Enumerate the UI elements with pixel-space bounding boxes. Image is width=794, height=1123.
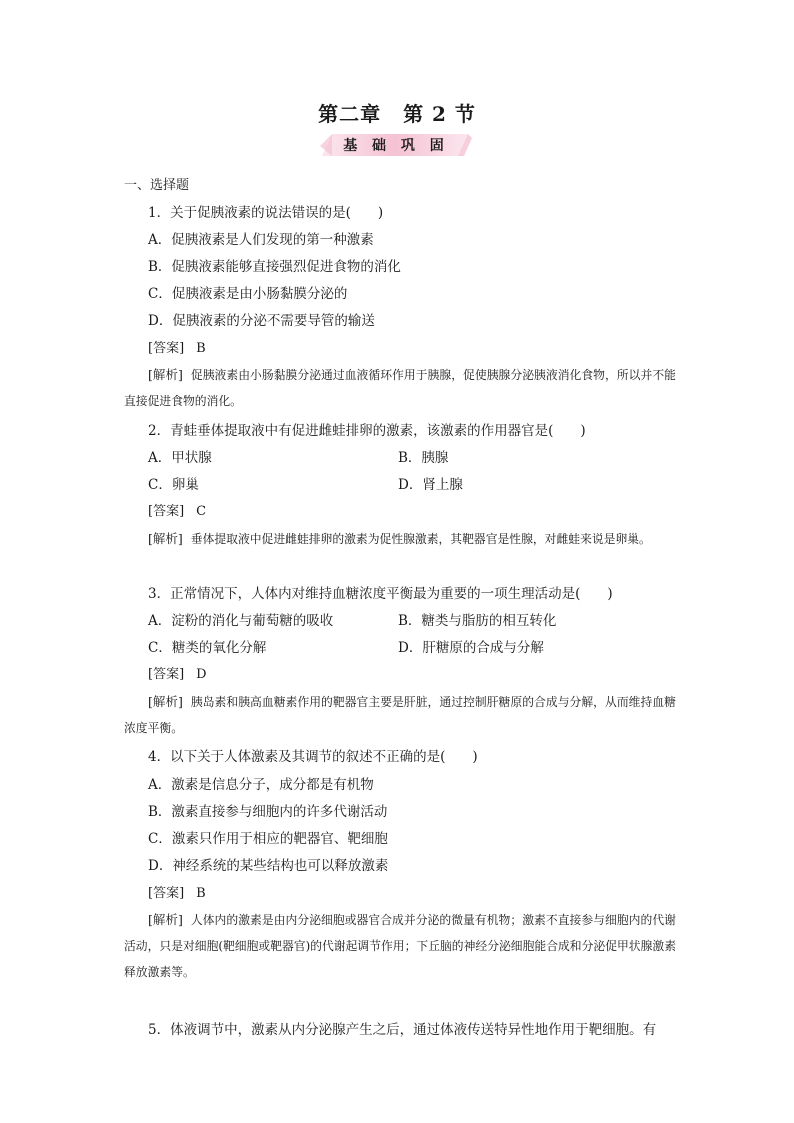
answer-value: B (196, 341, 206, 356)
banner-label: 基 础 巩 固 (343, 138, 449, 154)
option-d: D．肾上腺 (398, 477, 463, 493)
option-b: B．糖类与脂肪的相互转化 (398, 613, 557, 629)
answer-tag: [答案] (148, 504, 185, 519)
answer-value: C (196, 504, 207, 519)
explain-tag: [解析] (148, 531, 183, 546)
explain-tag: [解析] (148, 912, 183, 927)
answer-value: B (196, 886, 206, 901)
question-stem: 3．正常情况下，人体内对维持血糖浓度平衡最为重要的一项生理活动是( ) (148, 586, 613, 602)
option-a: A．淀粉的消化与葡萄糖的吸收 (148, 613, 334, 629)
explain-tag: [解析] (148, 367, 183, 382)
question-stem: 4．以下关于人体激素及其调节的叙述不正确的是( ) (148, 749, 478, 765)
answer-tag: [答案] (148, 341, 185, 356)
question-stem: 2．青蛙垂体提取液中有促进雌蛙排卵的激素，该激素的作用器官是( ) (148, 423, 586, 439)
explain-tag: [解析] (148, 694, 183, 709)
option-c: C．糖类的氧化分解 (148, 640, 267, 656)
explanation-text: 人体内的激素是由内分泌细胞或器官合成并分泌的微量有机物；激素不直接参与细胞内的代谢活动，只是对细胞(靶细胞或靶器官)的代谢起调节作用；下丘脑的神经分泌细胞能合成和分泌促甲状腺激素释放激素等。 (124, 913, 676, 979)
section-heading: 一、选择题 (124, 178, 190, 193)
explanation-text: 促胰液素由小肠黏膜分泌通过血液循环作用于胰腺，促使胰腺分泌胰液消化食物，所以并不能直接促进食物的消化。 (124, 368, 676, 408)
option-d: D．肝糖原的合成与分解 (398, 640, 544, 656)
answer-line (148, 339, 206, 359)
option-b: B．胰腺 (398, 450, 449, 466)
explanation-text: 胰岛素和胰高血糖素作用的靶器官主要是肝脏，通过控制肝糖原的合成与分解，从而维持血糖浓度平衡。 (124, 695, 676, 735)
option-d: D．神经系统的某些结构也可以释放激素 (148, 858, 389, 874)
explanation (124, 526, 676, 552)
option-d: D．促胰液素的分泌不需要导管的输送 (148, 313, 375, 329)
page-title (0, 98, 794, 127)
option-a: A．促胰液素是人们发现的第一种激素 (148, 232, 374, 248)
section-title: 第 2 节 (403, 102, 476, 126)
question-stem: 5．体液调节中，激素从内分泌腺产生之后，通过体液传送特异性地作用于靶细胞。有 (148, 1022, 657, 1038)
section-banner (318, 132, 474, 158)
question-stem: 1．关于促胰液素的说法错误的是( ) (148, 205, 384, 221)
option-a: A．激素是信息分子，成分都是有机物 (148, 777, 374, 793)
answer-line (148, 665, 207, 685)
chapter-title: 第二章 (318, 102, 382, 126)
explanation-text: 垂体提取液中促进雌蛙排卵的激素为促性腺激素，其靶器官是性腺，对雌蛙来说是卵巢。 (190, 532, 651, 546)
explanation (124, 907, 676, 985)
option-a: A．甲状腺 (148, 450, 212, 466)
answer-line (148, 884, 206, 904)
explanation (124, 689, 676, 741)
answer-value: D (196, 667, 207, 682)
option-b: B．促胰液素能够直接强烈促进食物的消化 (148, 259, 401, 275)
option-b: B．激素直接参与细胞内的许多代谢活动 (148, 804, 388, 820)
option-c: C．激素只作用于相应的靶器官、靶细胞 (148, 831, 388, 847)
option-c: C．卵巢 (148, 477, 199, 493)
answer-tag: [答案] (148, 886, 185, 901)
option-c: C．促胰液素是由小肠黏膜分泌的 (148, 286, 348, 302)
answer-line (148, 502, 206, 522)
explanation (124, 362, 676, 414)
answer-tag: [答案] (148, 667, 185, 682)
